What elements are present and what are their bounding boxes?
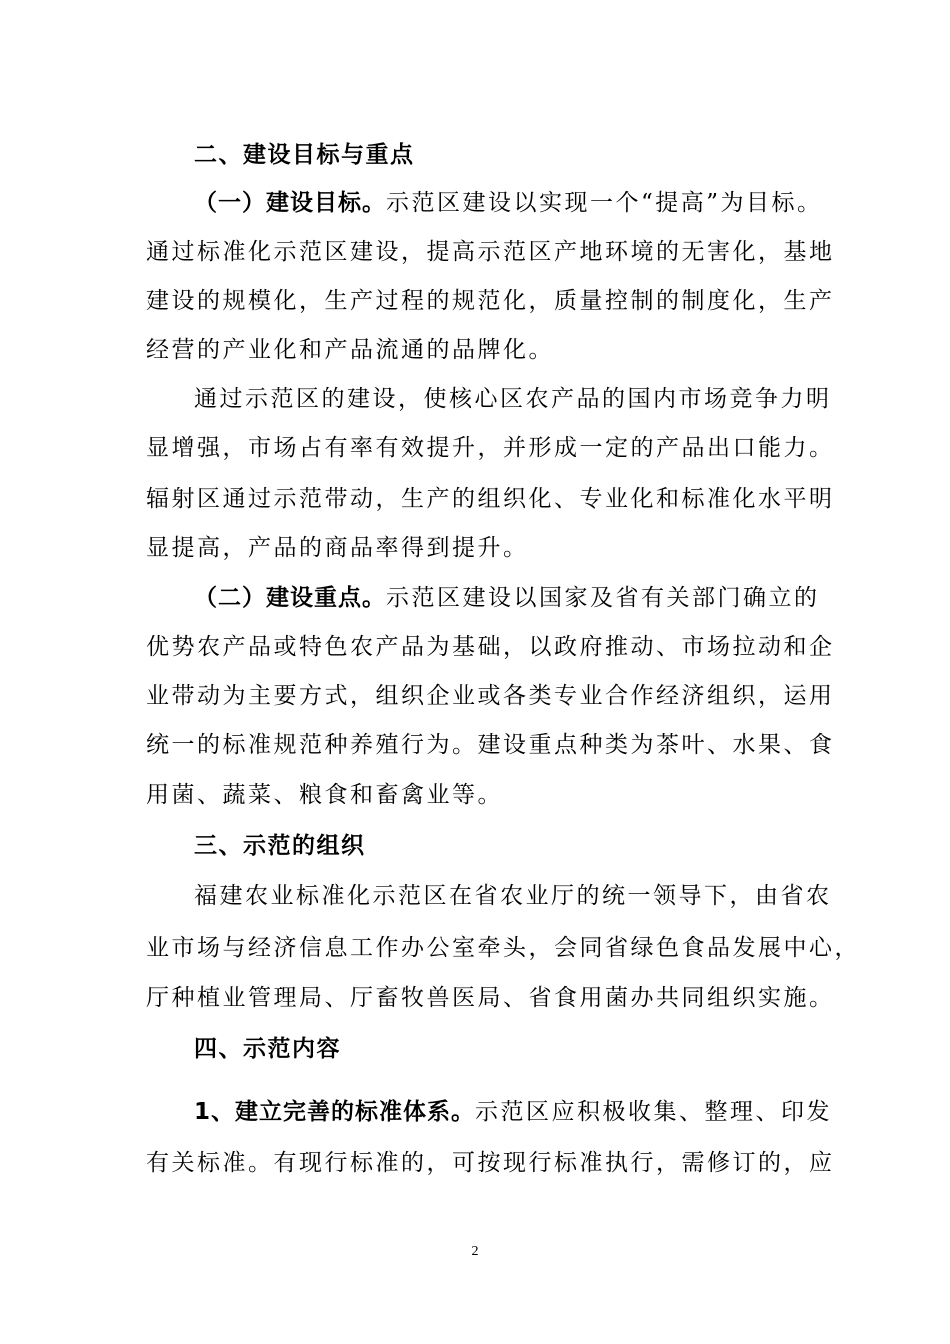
paragraph-line: 业带动为主要方式，组织企业或各类专业合作经济组织，运用 (146, 683, 835, 709)
section-heading-3: 三、示范的组织 (194, 833, 366, 859)
subsection-heading-1: （一）建设目标。 (194, 190, 386, 216)
paragraph-line: 1、建立完善的标准体系。示范区应积极收集、整理、印发 (194, 1099, 833, 1125)
paragraph-line: 通过标准化示范区建设，提高示范区产地环境的无害化，基地 (146, 239, 835, 265)
paragraph-line: 用菌、蔬菜、粮食和畜禽业等。 (146, 782, 503, 808)
item-heading-1: 1、建立完善的标准体系。 (194, 1099, 476, 1125)
paragraph-line: 显增强，市场占有率有效提升，并形成一定的产品出口能力。 (146, 435, 835, 461)
paragraph-line: 建设的规模化，生产过程的规范化，质量控制的制度化，生产 (146, 288, 835, 314)
paragraph-line: 厅种植业管理局、厅畜牧兽医局、省食用菌办共同组织实施。 (146, 985, 835, 1011)
paragraph-line: （二）建设重点。示范区建设以国家及省有关部门确立的 (194, 585, 820, 611)
paragraph-line: 显提高，产品的商品率得到提升。 (146, 535, 529, 561)
paragraph-line: 通过示范区的建设，使核心区农产品的国内市场竞争力明 (194, 386, 832, 412)
subsection-heading-2: （二）建设重点。 (194, 585, 386, 611)
paragraph-line: 优势农产品或特色农产品为基础，以政府推动、市场拉动和企 (146, 634, 835, 660)
paragraph-line: （一）建设目标。示范区建设以实现一个“提高”为目标。 (194, 190, 823, 216)
paragraph-line: 辐射区通过示范带动，生产的组织化、专业化和标准化水平明 (146, 486, 835, 512)
paragraph-line: 福建农业标准化示范区在省农业厅的统一领导下，由省农 (194, 883, 832, 909)
paragraph-line: 统一的标准规范种养殖行为。建设重点种类为茶叶、水果、食 (146, 732, 835, 758)
section-heading-4: 四、示范内容 (194, 1036, 341, 1062)
paragraph-line: 业市场与经济信息工作办公室牵头，会同省绿色食品发展中心， (146, 935, 860, 961)
page-number: 2 (471, 1244, 479, 1259)
section-heading-2: 二、建设目标与重点 (194, 142, 415, 168)
paragraph-line: 经营的产业化和产品流通的品牌化。 (146, 337, 554, 363)
paragraph-line: 有关标准。有现行标准的，可按现行标准执行，需修订的，应 (146, 1150, 835, 1176)
